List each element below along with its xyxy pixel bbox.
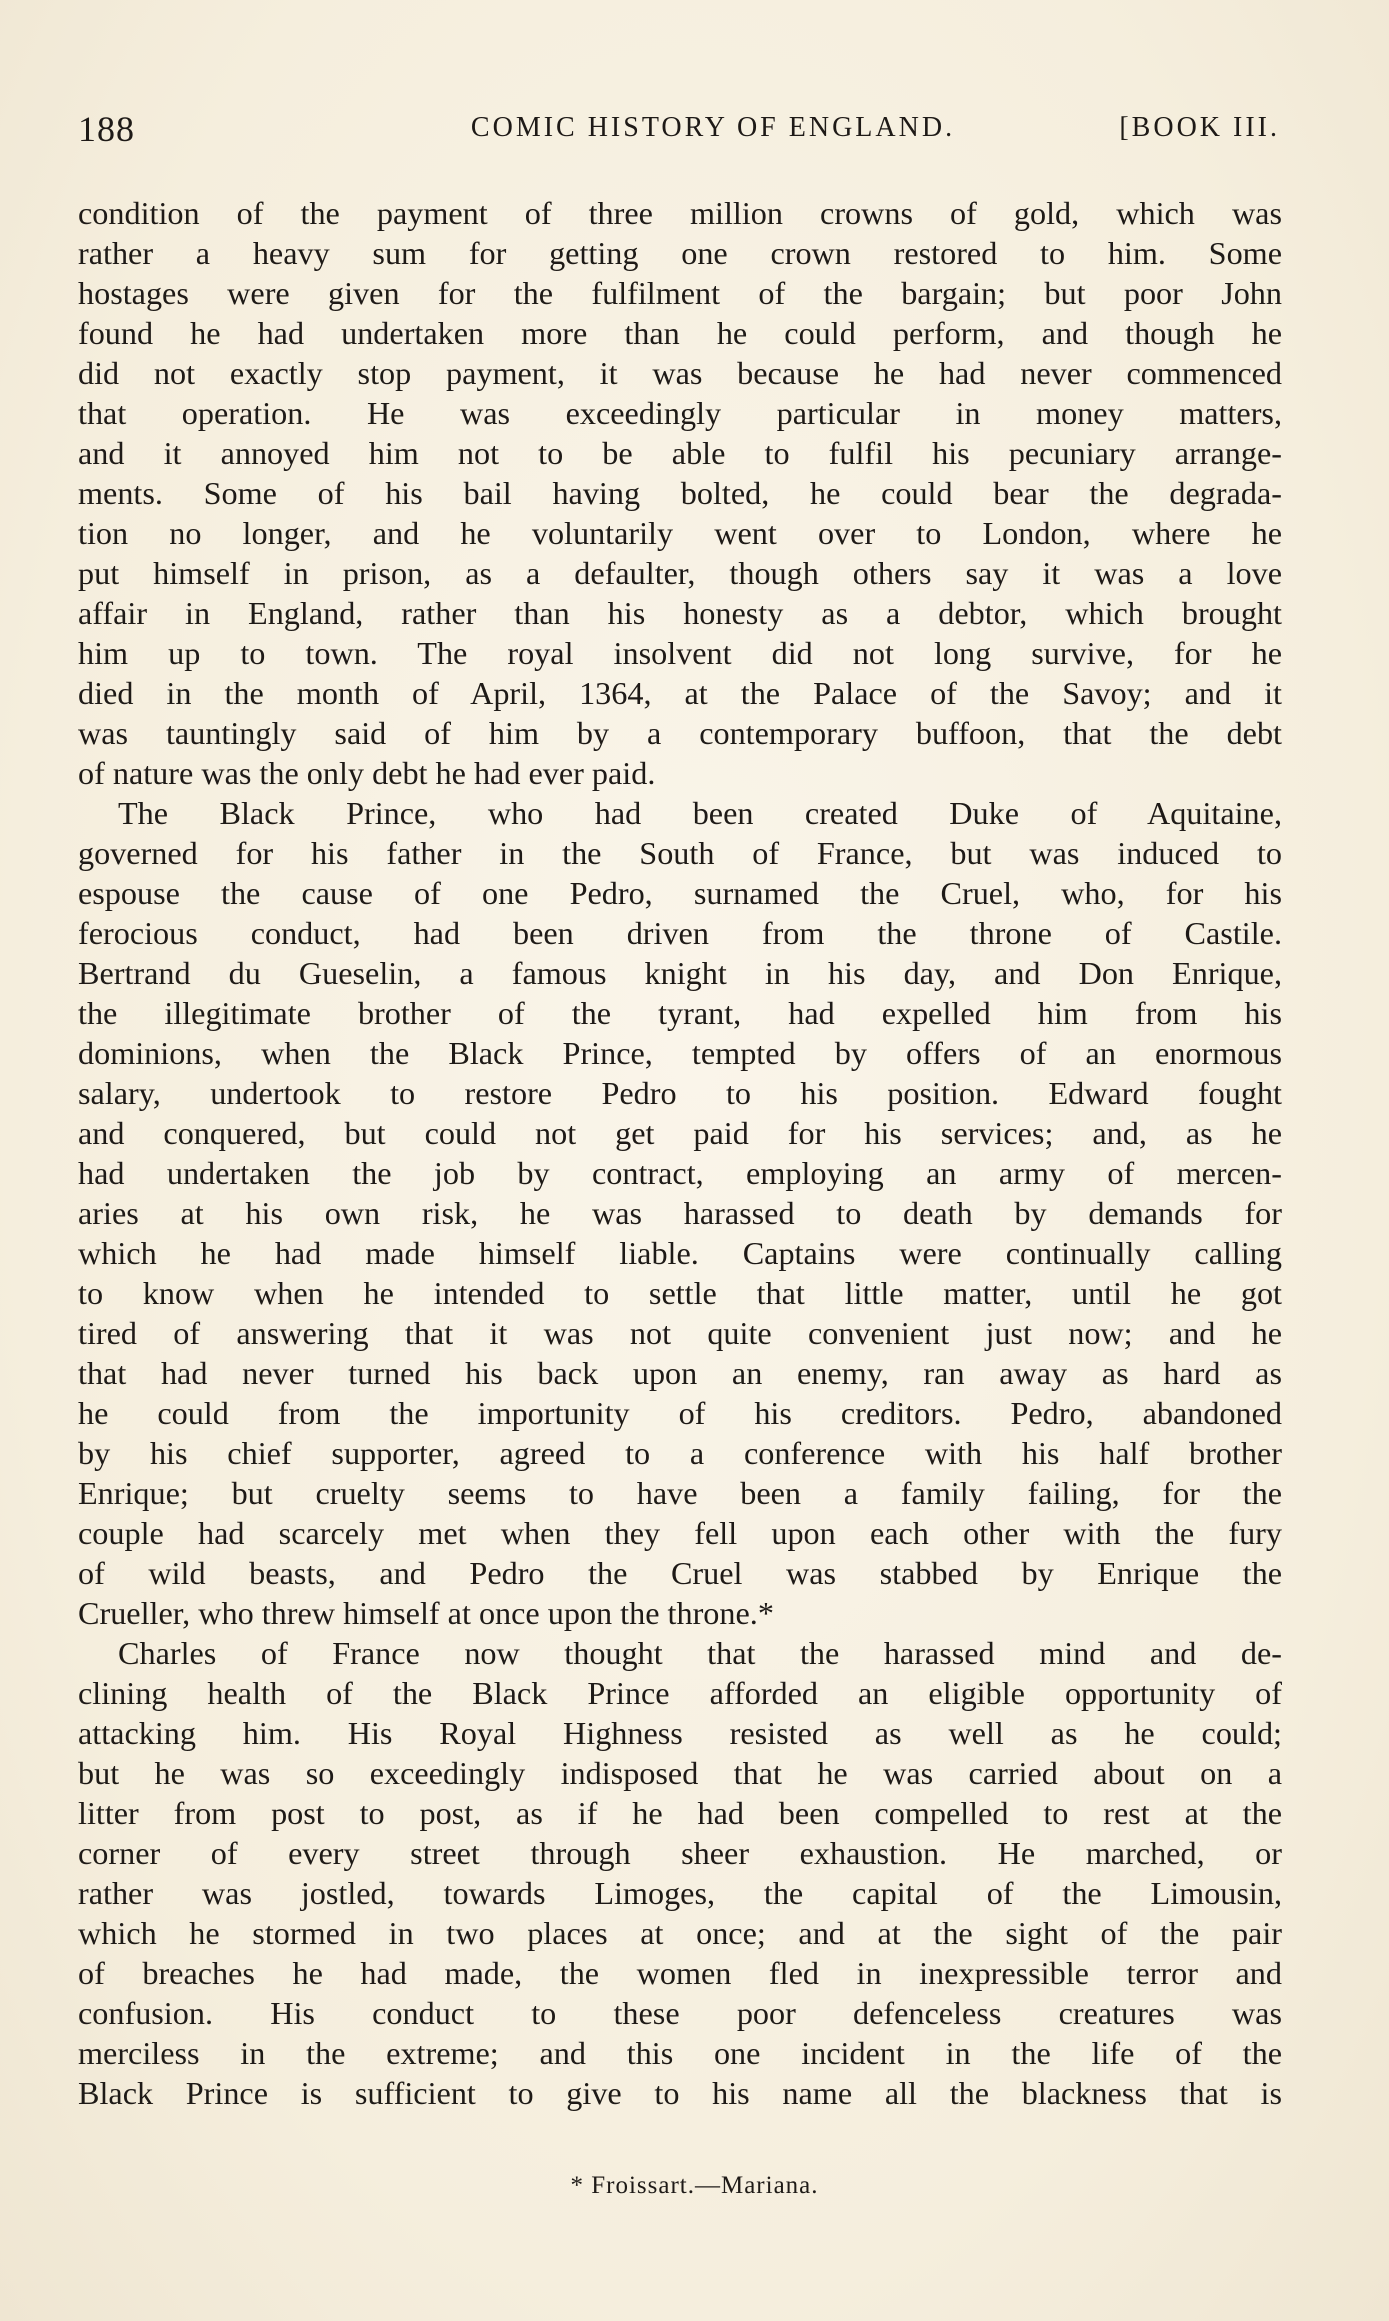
text-line: and conquered, but could not get paid for his services; and, as he — [78, 1115, 1282, 1151]
text-line: salary, undertook to restore Pedro to his position. Edward fought — [78, 1075, 1282, 1111]
text-line: of wild beasts, and Pedro the Cruel was stabbed by Enrique the — [78, 1555, 1282, 1591]
footnote: * Froissart.—Mariana. — [570, 2172, 819, 2199]
text-line: rather was jostled, towards Limoges, the capital of the Limousin, — [78, 1875, 1282, 1911]
text-line: corner of every street through sheer exhaustion. He marched, or — [78, 1835, 1282, 1871]
text-line: him up to town. The royal insolvent did not long survive, for he — [78, 635, 1282, 671]
text-line: hostages were given for the fulfilment of the bargain; but poor John — [78, 275, 1282, 311]
text-line: and it annoyed him not to be able to fulfil his pecuniary arrange- — [78, 435, 1282, 471]
page-number: 188 — [78, 109, 135, 149]
text-line: litter from post to post, as if he had been compelled to rest at the — [78, 1795, 1282, 1831]
text-line: Charles of France now thought that the harassed mind and de- — [118, 1635, 1282, 1671]
text-line: Crueller, who threw himself at once upon the throne.* — [78, 1595, 774, 1631]
text-line: governed for his father in the South of France, but was induced to — [78, 835, 1282, 871]
text-line: the illegitimate brother of the tyrant, had expelled him from his — [78, 995, 1282, 1031]
text-line: that operation. He was exceedingly particular in money matters, — [78, 395, 1282, 431]
text-line: couple had scarcely met when they fell upon each other with the fury — [78, 1515, 1282, 1551]
text-line: was tauntingly said of him by a contemporary buffoon, that the debt — [78, 715, 1282, 751]
text-line: which he stormed in two places at once; and at the sight of the pair — [78, 1915, 1282, 1951]
text-line: tired of answering that it was not quite convenient just now; and he — [78, 1315, 1282, 1351]
text-line: that had never turned his back upon an enemy, ran away as hard as — [78, 1355, 1282, 1391]
text-line: to know when he intended to settle that little matter, until he got — [78, 1275, 1282, 1311]
text-line: which he had made himself liable. Captains were continually calling — [78, 1235, 1282, 1271]
text-line: espouse the cause of one Pedro, surnamed the Cruel, who, for his — [78, 875, 1282, 911]
text-line: of breaches he had made, the women fled in inexpressible terror and — [78, 1955, 1282, 1991]
text-line: merciless in the extreme; and this one incident in the life of the — [78, 2035, 1282, 2071]
text-line: ments. Some of his bail having bolted, he could bear the degrada- — [78, 475, 1282, 511]
page-header — [78, 108, 1288, 158]
text-line: put himself in prison, as a defaulter, though others say it was a love — [78, 555, 1282, 591]
text-line: but he was so exceedingly indisposed that he was carried about on a — [78, 1755, 1282, 1791]
text-line: Enrique; but cruelty seems to have been a family failing, for the — [78, 1475, 1282, 1511]
text-line: Bertrand du Gueselin, a famous knight in his day, and Don Enrique, — [78, 955, 1282, 991]
text-line: by his chief supporter, agreed to a conference with his half brother — [78, 1435, 1282, 1471]
book-label: [BOOK III. — [1119, 112, 1280, 143]
text-line: of nature was the only debt he had ever paid. — [78, 755, 656, 791]
running-title: COMIC HISTORY OF ENGLAND. — [470, 112, 956, 143]
text-line: died in the month of April, 1364, at the Palace of the Savoy; and it — [78, 675, 1282, 711]
text-line: he could from the importunity of his creditors. Pedro, abandoned — [78, 1395, 1282, 1431]
text-line: clining health of the Black Prince afforded an eligible opportunity of — [78, 1675, 1282, 1711]
text-line: Black Prince is sufficient to give to his name all the blackness that is — [78, 2075, 1282, 2111]
text-line: found he had undertaken more than he could perform, and though he — [78, 315, 1282, 351]
text-line: had undertaken the job by contract, employing an army of mercen- — [78, 1155, 1282, 1191]
text-line: dominions, when the Black Prince, tempted by offers of an enormous — [78, 1035, 1282, 1071]
text-line: tion no longer, and he voluntarily went over to London, where he — [78, 515, 1282, 551]
text-line: confusion. His conduct to these poor defenceless creatures was — [78, 1995, 1282, 2031]
text-line: did not exactly stop payment, it was because he had never commenced — [78, 355, 1282, 391]
text-line: attacking him. His Royal Highness resisted as well as he could; — [78, 1715, 1282, 1751]
text-line: ferocious conduct, had been driven from the throne of Castile. — [78, 915, 1282, 951]
text-line: condition of the payment of three million crowns of gold, which was — [78, 195, 1282, 231]
text-line: rather a heavy sum for getting one crown restored to him. Some — [78, 235, 1282, 271]
text-line: aries at his own risk, he was harassed to death by demands for — [78, 1195, 1282, 1231]
body-text — [78, 193, 1282, 2113]
text-line: affair in England, rather than his honesty as a debtor, which brought — [78, 595, 1282, 631]
text-line: The Black Prince, who had been created Duke of Aquitaine, — [118, 795, 1282, 831]
